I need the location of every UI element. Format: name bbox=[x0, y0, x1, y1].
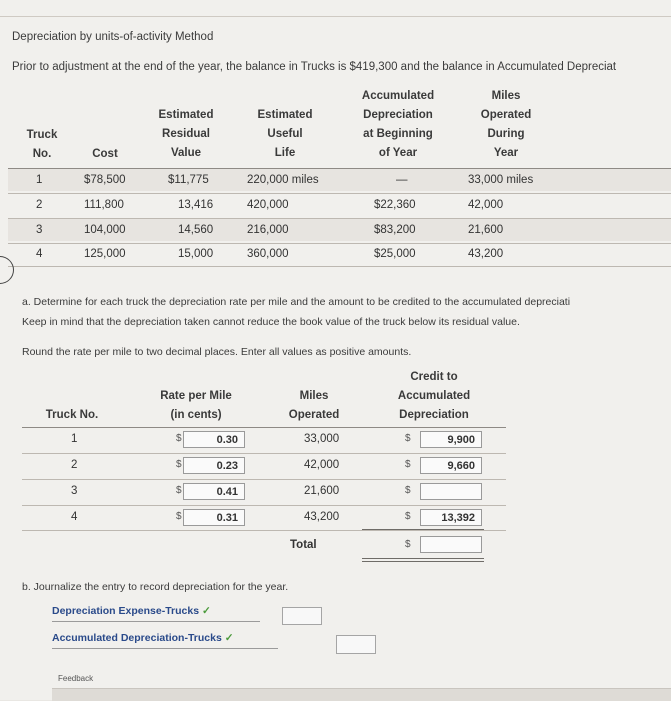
feedback-label[interactable]: Feedback bbox=[58, 674, 94, 683]
table2-header-rule bbox=[22, 427, 506, 428]
useful-life: 420,000 bbox=[247, 199, 289, 211]
truck-no: 3 bbox=[71, 485, 78, 497]
credit-account[interactable]: Accumulated Depreciation-Trucks ✓ bbox=[52, 632, 234, 644]
currency-symbol: $ bbox=[176, 511, 182, 522]
header-cost: Cost bbox=[92, 148, 118, 160]
currency-symbol: $ bbox=[405, 511, 411, 522]
part-a-instruction: a. Determine for each truck the depreciation rate per mile and the amount to be credited to the accumulated depreciati bbox=[22, 296, 571, 308]
part-a-rounding-note: Round the rate per mile to two decimal places. Enter all values as positive amounts. bbox=[22, 346, 412, 358]
header-miles-operated: Miles Operated During Year bbox=[480, 90, 532, 159]
credit-input[interactable]: 13,392 bbox=[420, 509, 482, 526]
currency-symbol: $ bbox=[405, 459, 411, 470]
miles: 42,000 bbox=[304, 459, 340, 471]
t2-header-rate-per-mile: Rate per Mile (in cents) bbox=[160, 390, 232, 421]
truck-no: 2 bbox=[71, 459, 78, 471]
page-title: Depreciation by units-of-activity Method bbox=[12, 31, 214, 43]
currency-symbol: $ bbox=[405, 485, 411, 496]
useful-life: 360,000 bbox=[247, 248, 289, 260]
table1-row-divider bbox=[8, 243, 671, 244]
credit-account-underline bbox=[52, 648, 278, 649]
rate-input[interactable]: 0.23 bbox=[183, 457, 245, 474]
rate-input[interactable]: 0.41 bbox=[183, 483, 245, 500]
useful-life: 216,000 bbox=[247, 224, 289, 236]
part-a-note: Keep in mind that the depreciation taken cannot reduce the book value of the truck below its residual value. bbox=[22, 316, 520, 328]
check-icon: ✓ bbox=[224, 632, 234, 644]
miles-operated: 42,000 bbox=[468, 199, 504, 211]
currency-symbol: $ bbox=[176, 433, 182, 444]
miles: 21,600 bbox=[304, 485, 340, 497]
step-marker-icon bbox=[0, 250, 20, 290]
residual-value: 13,416 bbox=[178, 199, 214, 211]
miles: 43,200 bbox=[304, 511, 340, 523]
truck-no: 2 bbox=[36, 199, 43, 211]
total-credit-input[interactable] bbox=[420, 536, 482, 553]
header-truck-no: Truck No. bbox=[26, 129, 58, 160]
table2-row-divider bbox=[22, 530, 506, 531]
cost: 125,000 bbox=[84, 248, 126, 260]
residual-value: 15,000 bbox=[178, 248, 214, 260]
top-divider bbox=[0, 16, 671, 17]
rate-input[interactable]: 0.30 bbox=[183, 431, 245, 448]
check-icon: ✓ bbox=[201, 605, 211, 617]
rate-input[interactable]: 0.31 bbox=[183, 509, 245, 526]
truck-no: 4 bbox=[71, 511, 78, 523]
truck-no: 1 bbox=[36, 174, 43, 186]
currency-symbol: $ bbox=[176, 459, 182, 470]
credit-input[interactable] bbox=[420, 483, 482, 500]
debit-account-underline bbox=[52, 621, 260, 622]
table1-row-divider bbox=[8, 218, 671, 219]
currency-symbol: $ bbox=[176, 485, 182, 496]
credit-amount-input[interactable] bbox=[336, 635, 376, 654]
total-rule bbox=[362, 529, 484, 530]
accumulated-depreciation: — bbox=[396, 174, 408, 186]
cost: 104,000 bbox=[84, 224, 126, 236]
miles-operated: 33,000 miles bbox=[468, 174, 534, 186]
table1-row-divider bbox=[8, 266, 671, 267]
residual-value: $11,775 bbox=[168, 174, 209, 186]
accumulated-depreciation: $25,000 bbox=[374, 248, 416, 260]
table2-row-divider bbox=[22, 505, 506, 506]
table2-row-divider bbox=[22, 479, 506, 480]
truck-no: 4 bbox=[36, 248, 43, 260]
t2-header-credit-accum-dep: Credit to Accumulated Depreciation bbox=[397, 371, 471, 421]
currency-symbol: $ bbox=[405, 433, 411, 444]
accumulated-depreciation: $22,360 bbox=[374, 199, 416, 211]
truck-no: 1 bbox=[71, 433, 78, 445]
credit-input[interactable]: 9,900 bbox=[420, 431, 482, 448]
part-b-instruction: b. Journalize the entry to record depreciation for the year. bbox=[22, 581, 289, 593]
miles-operated: 43,200 bbox=[468, 248, 504, 260]
residual-value: 14,560 bbox=[178, 224, 214, 236]
cost: $78,500 bbox=[84, 174, 126, 186]
debit-amount-input[interactable] bbox=[282, 607, 322, 625]
cost: 111,800 bbox=[84, 199, 124, 211]
debit-account[interactable]: Depreciation Expense-Trucks ✓ bbox=[52, 605, 211, 617]
t2-header-miles-operated: Miles Operated bbox=[288, 390, 340, 421]
total-label: Total bbox=[290, 539, 317, 551]
feedback-panel bbox=[52, 688, 671, 701]
header-accumulated-depreciation: Accumulated Depreciation at Beginning of Year bbox=[361, 90, 435, 159]
t2-header-truck-no: Truck No. bbox=[45, 409, 99, 421]
currency-symbol: $ bbox=[405, 539, 411, 550]
miles-operated: 21,600 bbox=[468, 224, 504, 236]
problem-intro: Prior to adjustment at the end of the year, the balance in Trucks is $419,300 and the balance in Accumulated Depreciat bbox=[12, 61, 617, 73]
header-residual-value: Estimated Residual Value bbox=[158, 109, 214, 159]
table2-row-divider bbox=[22, 453, 506, 454]
table1-row-divider bbox=[8, 193, 671, 194]
total-double-rule bbox=[362, 558, 484, 559]
miles: 33,000 bbox=[304, 433, 340, 445]
accumulated-depreciation: $83,200 bbox=[374, 224, 416, 236]
useful-life: 220,000 miles bbox=[247, 174, 319, 186]
total-double-rule bbox=[362, 561, 484, 562]
credit-input[interactable]: 9,660 bbox=[420, 457, 482, 474]
truck-no: 3 bbox=[36, 224, 43, 236]
header-useful-life: Estimated Useful Life bbox=[257, 109, 313, 159]
